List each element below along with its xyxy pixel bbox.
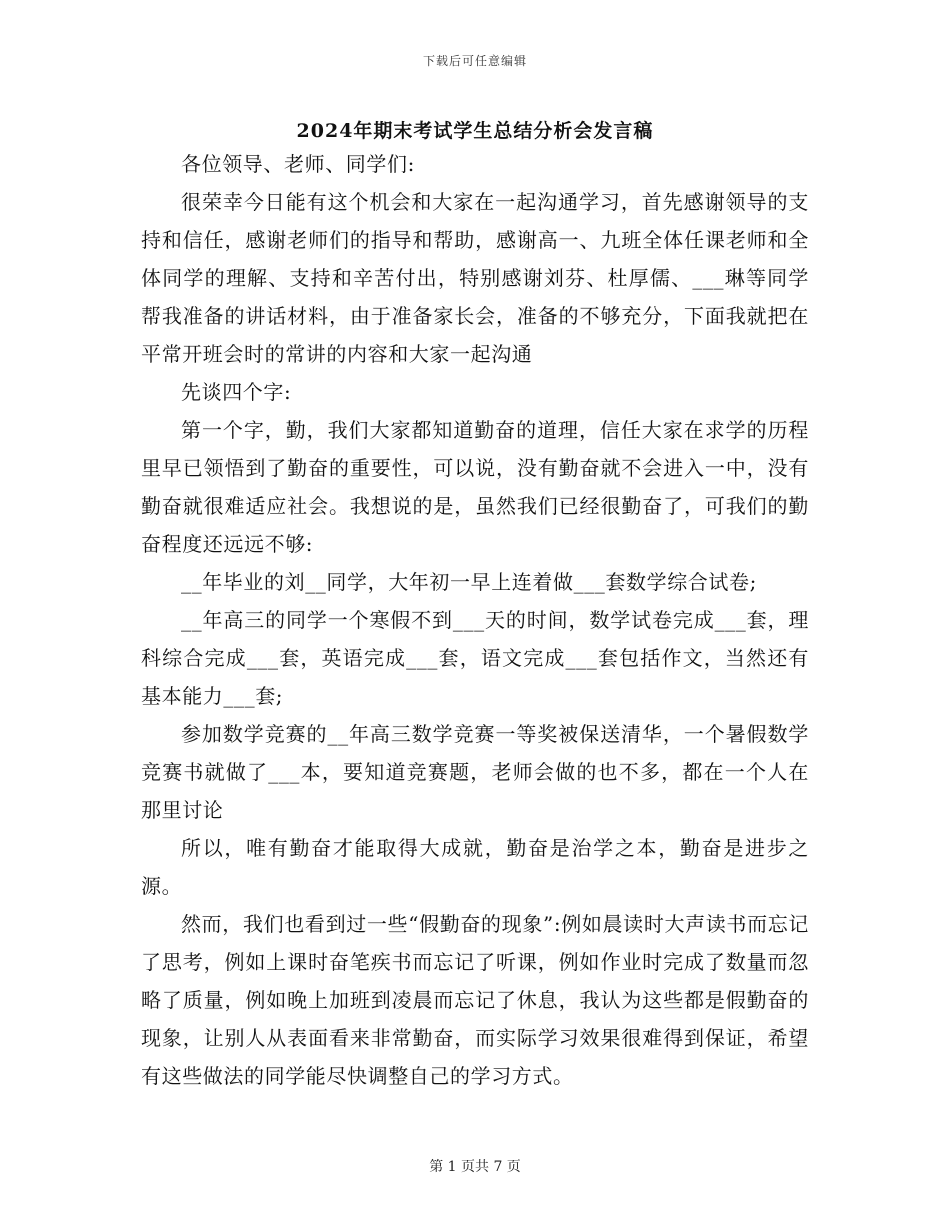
paragraph-example-2: __年高三的同学一个寒假不到___天的时间，数学试卷完成___套，理科综合完成___套，英语完成___套，语文完成___套包括作文，当然还有基本能力___套; — [141, 608, 809, 708]
paragraph-example-1: __年毕业的刘__同学，大年初一早上连着做___套数学综合试卷; — [181, 570, 757, 594]
paragraph-conclusion: 所以，唯有勤奋才能取得大成就，勤奋是治学之本，勤奋是进步之源。 — [141, 836, 809, 898]
paragraph-salutation: 各位领导、老师、同学们: — [181, 152, 415, 176]
paragraph-diligence: 第一个字，勤，我们大家都知道勤奋的道理，信任大家在求学的历程里早已领悟到了勤奋的重要性，可以说，没有勤奋就不会进入一中，没有勤奋就很难适应社会。我想说的是，虽然我们已经很勤奋了，可我们的勤奋程度还远远不够: — [141, 418, 809, 556]
paragraph-thanks: 很荣幸今日能有这个机会和大家在一起沟通学习，首先感谢领导的支持和信任，感谢老师们的指导和帮助，感谢高一、九班全体任课老师和全体同学的理解、支持和辛苦付出，特别感谢刘芬、杜厚儒、___琳等同学帮我准备的讲话材料，由于准备家长会，准备的不够充分，下面我就把在平常开班会时的常讲的内容和大家一起沟通 — [141, 190, 809, 366]
paragraph-false-diligence: 然而，我们也看到过一些“假勤奋的现象”:例如晨读时大声读书而忘记了思考，例如上课时奋笔疾书而忘记了听课，例如作业时完成了数量而忽略了质量，例如晚上加班到凌晨而忘记了休息，我认为这些都是假勤奋的现象，让别人从表面看来非常勤奋，而实际学习效果很难得到保证，希望有这些做法的同学能尽快调整自己的学习方式。 — [141, 912, 809, 1088]
document-title: 2024年期末考试学生总结分析会发言稿 — [296, 120, 654, 142]
header-note: 下载后可任意编辑 — [422, 54, 527, 68]
document-body — [141, 145, 809, 1095]
page-number: 第 1 页共 7 页 — [429, 1159, 521, 1175]
paragraph-example-3: 参加数学竞赛的__年高三数学竞赛一等奖被保送清华，一个暑假数学竞赛书就做了___本，要知道竞赛题，老师会做的也不多，都在一个人在那里讨论 — [141, 722, 809, 822]
paragraph-four-words: 先谈四个字: — [181, 380, 292, 404]
